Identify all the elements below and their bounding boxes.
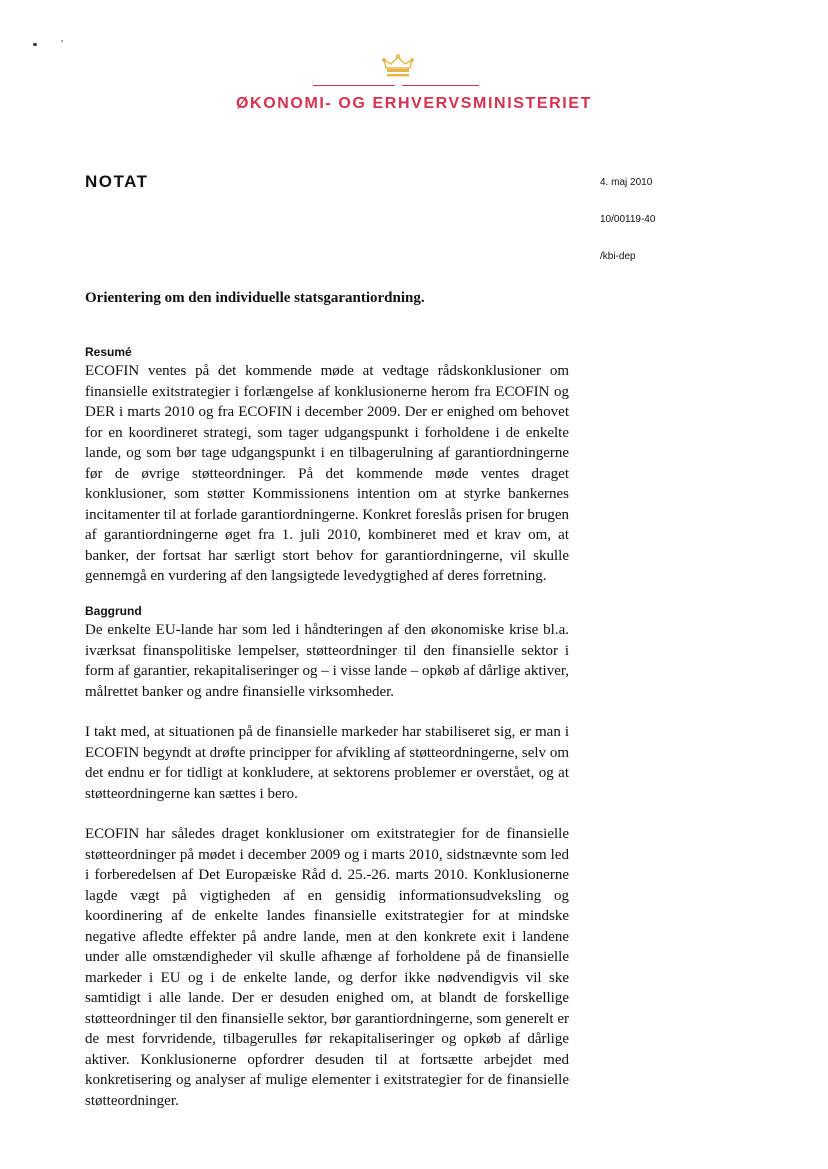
scan-mark xyxy=(33,43,37,46)
document-type: NOTAT xyxy=(85,172,149,191)
section-resume xyxy=(85,345,569,587)
document-subject: Orientering om den individuelle statsgarantiordning. xyxy=(85,290,425,306)
header-rule-left xyxy=(313,85,395,86)
section-baggrund xyxy=(85,604,569,1111)
section-heading: Baggrund xyxy=(85,604,142,618)
paragraph: ECOFIN ventes på det kommende møde at vedtage rådskonklusioner om finansielle exitstrategier i forlængelse af konklusionerne herom fra ECOFIN og DER i marts 2010 og fra ECOFIN i december 2009. Der er enighed om behovet for en koordineret strategi, som tager udgangspunkt i forholdene i de enkelte lande, og som bør tage udgangspunkt i en tilbagerulning af garantiordningerne før de øvrige støtteordninger. På det kommende møde ventes draget konklusioner, som støtter Kommissionens intention om at styrke bankernes incitamenter til at forlade garantiordningerne. Konkret foreslås prisen for brugen af garantiordningerne øget fra 1. juli 2010, kombineret med et krav om, at banker, der fortsat har særligt stort behov for garantiordningerne, vil skulle gennemgå en vurdering af den langsigtede levedygtighed af deres forretning. xyxy=(85,363,569,584)
document-reference: 10/00119-40 xyxy=(600,214,656,225)
document-date: 4. maj 2010 xyxy=(600,177,653,188)
document-initials: /kbi-dep xyxy=(600,251,636,262)
ministry-name: ØKONOMI- OG ERHVERVSMINISTERIET xyxy=(236,95,592,112)
royal-crown-icon xyxy=(382,54,414,80)
paragraph: ECOFIN har således draget konklusioner om exitstrategier for de finansielle støtteordninger på mødet i december 2009 og i marts 2010, sidstnævnte som led i forberedelsen af Det Europæiske Råd d. 25.-26. marts 2010. Konklusionerne lagde vægt på vigtigheden af en gensidig informationsudveksling og koordinering af de enkelte landes finansielle exitstrategier for at mindske negative afledte effekter på andre lande, men at den konkrete exit i landene under alle omstændigheder vil skulle afhænge af forholdene på de finansielle markeder i EU og i de enkelte lande, og derfor ikke nødvendigvis vil ske samtidigt i alle lande. Der er desuden enighed om, at blandt de forskellige støtteordninger til den finansielle sektor, bør garantiordningerne, som generelt er de mest forvridende, tilbagerulles før rekapitaliseringer og opkøb af dårlige aktiver. Konklusionerne opfordrer desuden til at fortsætte arbejdet med konkretisering og analyser af mulige elementer i exitstrategier for de finansielle støtteordninger. xyxy=(85,826,569,1109)
section-heading: Resumé xyxy=(85,345,132,359)
header-rule-right xyxy=(402,85,479,86)
paragraph: De enkelte EU-lande har som led i håndteringen af den økonomiske krise bl.a. iværksat finanspolitiske lempelser, støtteordninger til den finansielle sektor i form af garantier, rekapitaliseringer og – i visse lande – opkøb af dårlige aktiver, målrettet banker og andre finansielle virksomheder. xyxy=(85,622,569,700)
paragraph: I takt med, at situationen på de finansielle markeder har stabiliseret sig, er man i ECOFIN begyndt at drøfte principper for afvikling af støtteordningerne, selv om det endnu er for tidligt at konkludere, at sektorens problemer er overstået, og at støtteordningerne kan sættes i bero. xyxy=(85,724,569,802)
scan-mark xyxy=(61,40,63,42)
